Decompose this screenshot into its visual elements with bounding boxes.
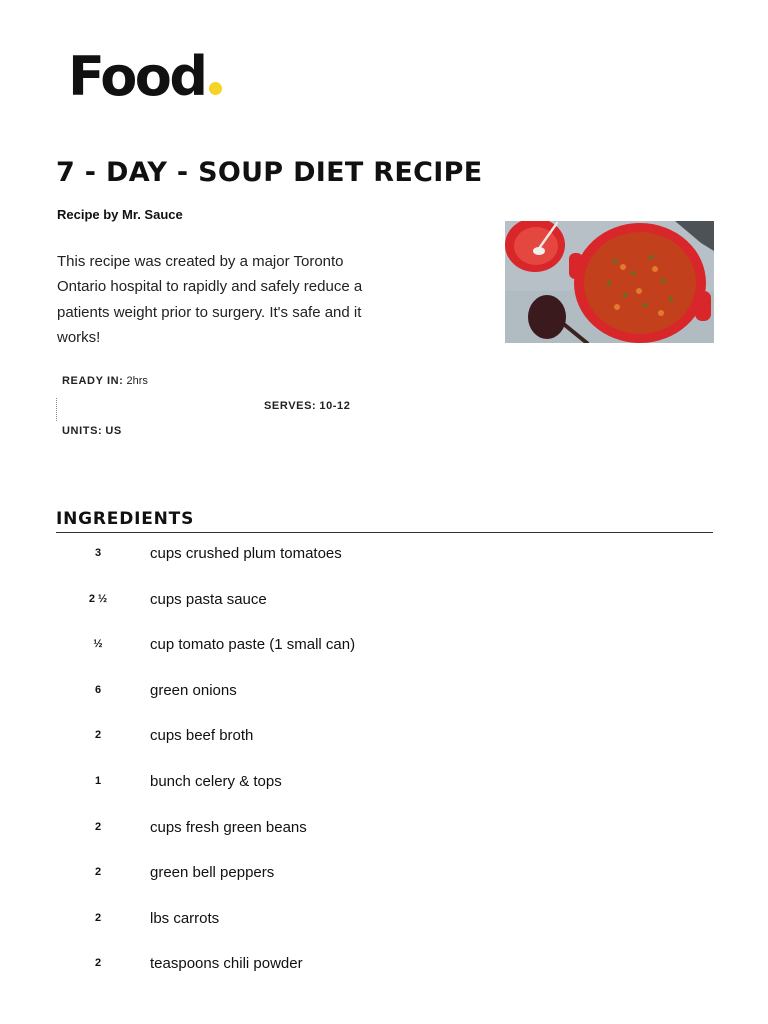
ingredient-name: lbs carrots <box>150 909 220 927</box>
ingredient-name: cups crushed plum tomatoes <box>150 545 342 562</box>
ingredient-quantity: 6 <box>94 683 102 696</box>
serves-value: 10-12 <box>319 400 351 412</box>
vegetable-chunk <box>614 304 620 310</box>
ingredient-row <box>0 636 768 682</box>
logo-dot <box>209 82 222 95</box>
ingredient-row <box>0 910 768 956</box>
ingredient-row <box>0 591 768 637</box>
vegetable-chunk <box>652 266 658 272</box>
ingredient-quantity: 3 <box>94 547 102 559</box>
units-label: UNITS: <box>62 425 103 437</box>
ingredient-quantity: 2 <box>94 729 102 742</box>
ingredients-divider <box>56 532 713 533</box>
pot-handle-right <box>695 291 711 321</box>
ready-label: READY IN: <box>62 375 124 387</box>
herb <box>631 271 635 275</box>
ingredient-quantity: 2 ½ <box>88 592 108 605</box>
ingredient-row <box>0 773 768 819</box>
spoon-bowl <box>533 247 545 255</box>
herb <box>607 281 611 285</box>
ingredients-heading: INGREDIENTS <box>56 509 195 529</box>
food-logo[interactable] <box>68 45 222 108</box>
ingredient-row <box>0 682 768 728</box>
ingredient-name: green bell peppers <box>150 864 275 882</box>
ingredient-quantity: 1 <box>94 774 102 787</box>
herb <box>613 259 617 263</box>
ingredient-name: green onions <box>150 681 237 699</box>
ingredient-quantity: 2 <box>94 957 102 970</box>
vegetable-chunk <box>620 264 626 270</box>
ingredient-name: cups beef broth <box>150 727 254 745</box>
ingredient-quantity: 2 <box>94 820 102 833</box>
ingredient-name: bunch celery & tops <box>150 772 282 790</box>
units <box>62 425 122 437</box>
ingredient-name: teaspoons chili powder <box>150 955 303 973</box>
ingredient-quantity: 2 <box>94 911 102 924</box>
ingredient-quantity: 2 <box>94 866 102 879</box>
ingredient-name: cups pasta sauce <box>150 590 267 608</box>
ingredient-row <box>0 864 768 910</box>
pot-handle-left <box>569 253 583 279</box>
recipe-description: This recipe was created by a major Toronto Ontario hospital to rapidly and safely reduce a patients weight prior to surgery. It's safe and it works! <box>57 253 363 346</box>
ingredient-name: cups fresh green beans <box>150 818 307 836</box>
recipe-byline[interactable]: Recipe by Mr. Sauce <box>57 207 183 222</box>
herb <box>649 255 653 259</box>
ready-in <box>62 375 148 387</box>
recipe-photo <box>505 221 714 343</box>
ingredients-list <box>0 545 768 1001</box>
logo-text: Food <box>68 45 206 108</box>
herb <box>661 279 665 283</box>
recipe-title: 7 - DAY - SOUP DIET RECIPE <box>56 157 483 188</box>
ingredient-row <box>0 727 768 773</box>
ingredient-row <box>0 819 768 865</box>
vegetable-chunk <box>658 310 664 316</box>
ingredient-row <box>0 545 768 591</box>
units-value: US <box>105 425 122 437</box>
ingredient-quantity: ½ <box>93 638 103 651</box>
herb <box>669 297 673 301</box>
pot-soup <box>584 232 696 334</box>
meta-divider <box>56 398 57 421</box>
ladle-bowl <box>528 295 566 339</box>
ingredient-name: cup tomato paste (1 small can) <box>150 636 356 654</box>
herb <box>643 303 647 307</box>
ingredient-row <box>0 955 768 1001</box>
ready-value: 2hrs <box>126 375 148 387</box>
serves <box>264 400 351 412</box>
herb <box>623 293 627 297</box>
serves-label: SERVES: <box>264 400 317 412</box>
vegetable-chunk <box>636 288 642 294</box>
